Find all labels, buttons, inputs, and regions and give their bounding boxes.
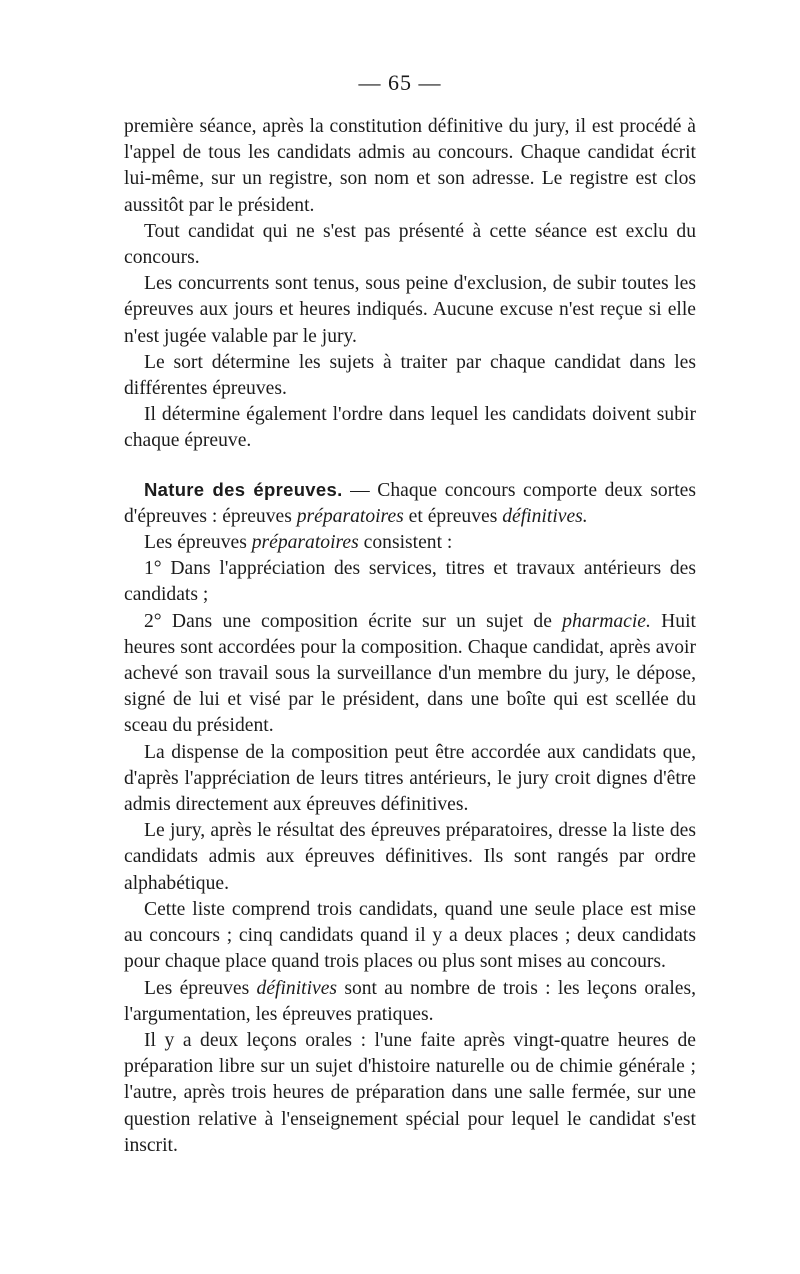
paragraph-jury-list: Le jury, après le résultat des épreuves préparatoires, dresse la liste des candidats admis aux épreuves définitives. Ils sont rangés par ordre alphabétique. <box>124 820 696 894</box>
paragraph-subjects: Le sort détermine les sujets à traiter par chaque candidat dans les différentes épreuves. <box>124 351 696 400</box>
page-body <box>124 114 696 1159</box>
paragraph-list-size: Cette liste comprend trois candidats, quand une seule place est mise au concours ; cinq candidats quand il y a deux places ; deux candidats pour chaque place quand trois places ou plus sont mises au concours. <box>124 898 696 973</box>
text-run: et épreuves <box>403 505 503 527</box>
section-gap <box>124 455 696 477</box>
paragraph-nature <box>124 477 696 530</box>
emphasis-preparatoires: préparatoires <box>251 532 359 554</box>
paragraph-item-1: 1° Dans l'appréciation des services, titres et travaux antérieurs des candidats ; <box>124 558 696 606</box>
paragraph-dispense: La dispense de la composition peut être accordée aux candidats que, d'après l'appréciation de leurs titres antérieurs, le jury croit dignes d'être admis directement aux épreuves définitives. <box>124 741 696 816</box>
text-run: 2° Dans une composition écrite sur un sujet de <box>144 610 563 632</box>
emphasis-definitives: définitives <box>256 977 338 999</box>
emphasis-pharmacie: pharmacie. <box>562 610 651 632</box>
paragraph-continuation: première séance, après la constitution définitive du jury, il est procédé à l'appel de tous les candidats admis au concours. Chaque candidat écrit lui-même, sur un registre, son nom et son adresse. Le registre est clos aussitôt par le président. <box>124 116 696 216</box>
text-run: Huit heures sont accordées pour la composition. Chaque candidat, après avoir achevé son travail sous la surveillance d'un membre du jury, le dépose, signé de lui et visé par le président, dans une boîte qui est scellée du sceau du président. <box>124 610 696 737</box>
text-run: sont au nombre de trois : les leçons orales, l'argumentation, les épreuves pratiques. <box>124 977 696 1025</box>
paragraph-oral-lessons: Il y a deux leçons orales : l'une faite après vingt-quatre heures de préparation libre sur un sujet d'histoire naturelle ou de chimie générale ; l'autre, après trois heures de préparation dans une salle fermée, sur une question relative à l'enseignement spécial pour lequel le candidat s'est inscrit. <box>124 1029 696 1156</box>
text-run: Les épreuves <box>144 977 257 999</box>
section-title: Nature des épreuves. <box>144 478 343 500</box>
text-run: — Chaque concours comporte deux sortes d'épreuves : épreuves <box>124 479 696 527</box>
text-run: consistent : <box>358 532 453 554</box>
paragraph-definitive <box>124 976 696 1028</box>
emphasis-definitives: définitives. <box>502 505 588 527</box>
emphasis-preparatoires: préparatoires <box>296 505 404 527</box>
text-run: Les épreuves <box>144 532 252 554</box>
page-number: — 65 — <box>358 70 442 95</box>
paragraph-preparatory <box>124 530 696 556</box>
paragraph-item-2 <box>124 609 696 740</box>
paragraph-exclusion: Tout candidat qui ne s'est pas présenté à cette séance est exclu du concours. <box>124 220 696 269</box>
paragraph-attendance: Les concurrents sont tenus, sous peine d'exclusion, de subir toutes les épreuves aux jours et heures indiqués. Aucune excuse n'est reçue si elle n'est jugée valable par le jury. <box>124 273 696 347</box>
paragraph-order: Il détermine également l'ordre dans lequel les candidats doivent subir chaque épreuve. <box>124 404 696 452</box>
